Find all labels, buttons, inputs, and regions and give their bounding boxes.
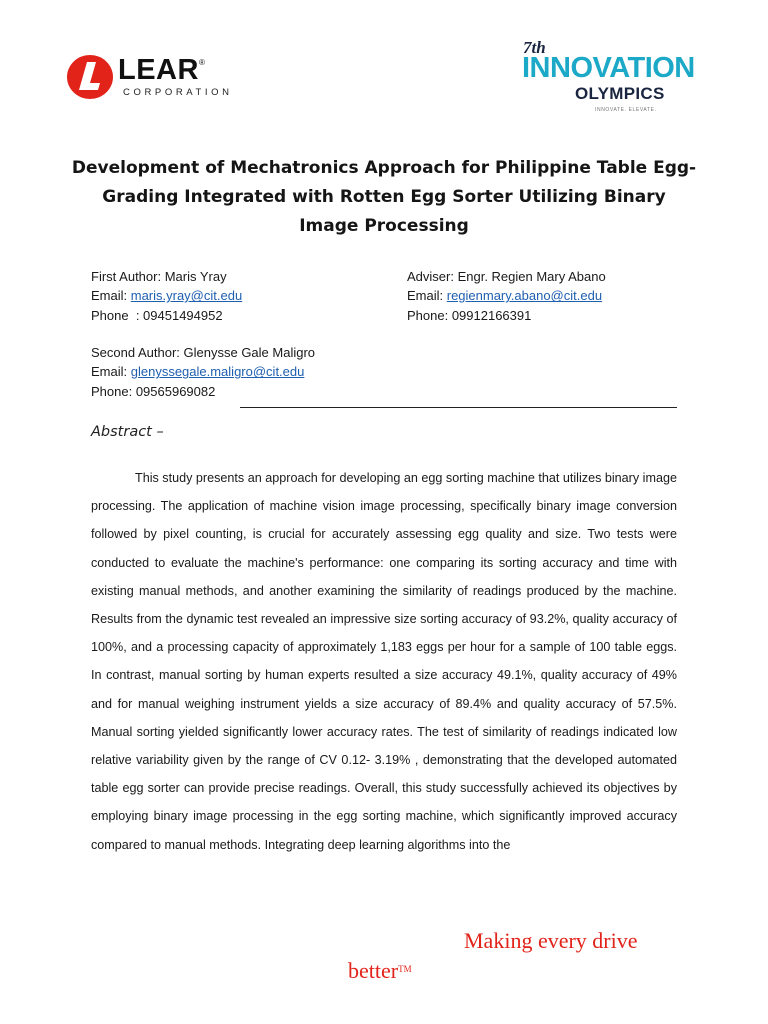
second-author-block (91, 343, 391, 401)
registered-mark: ® (198, 58, 206, 67)
io-edition: 7th (523, 38, 546, 57)
abstract-body: This study presents an approach for developing an egg sorting machine that utilizes binary image processing. The application of machine vision image processing, specifically binary image conversion followed by pixel counting, is crucial for accurately assessing egg quality and size. Two tests were conducted to evaluate the machine's performance: one comparing its sorting accuracy and time with existing manual methods, and another examining the similarity of readings produced by the machine. Results from the dynamic test revealed an impressive size sorting accuracy of 93.2%, quality accuracy of 100%, and a processing capacity of approximately 1,183 eggs per hour for a sample of 100 table eggs. In contrast, manual sorting by human experts resulted a size accuracy 49.1%, quality accuracy of 49% and for manual weighing instrument yields a size accuracy of 89.4% and quality accuracy of 57.5%. Manual sorting yielded significantly lower accuracy rates. The test of similarity of readings indicated low relative variability given by the range of CV 0.12- 3.19% , demonstrating that the developed automated table egg sorter can provide precise readings. Overall, this study successfully achieved its objectives by employing binary image processing in the egg sorting machine, which significantly improved accuracy compared to manual methods. Integrating deep learning algorithms into the (91, 471, 677, 852)
second-author-name: Second Author: Glenysse Gale Maligro (91, 345, 316, 360)
io-title: INNOVATION (522, 52, 695, 84)
io-subtitle: OLYMPICS (575, 84, 665, 103)
lear-wordmark: LEAR® (118, 54, 206, 86)
lear-corporation-logo (66, 48, 256, 104)
slogan-line-2: better™ (348, 958, 412, 983)
trademark-mark: TM (398, 964, 412, 974)
adviser-phone: Phone: 09912166391 (407, 307, 532, 323)
adviser-block (407, 267, 707, 325)
second-author-phone: Phone: 09565969082 (91, 383, 216, 399)
first-author-email-line: Email: maris.yray@cit.edu (91, 288, 243, 304)
paper-title: Development of Mechatronics Approach for Philippine Table Egg-Grading Integrated with Rotten Egg Sorter Utilizing Binary Image Processing (71, 158, 697, 236)
first-author-block (91, 267, 391, 325)
adviser-email-line: Email: regienmary.abano@cit.edu (407, 288, 603, 304)
abstract-heading: Abstract – (91, 424, 164, 440)
second-author-email-link[interactable]: glenyssegale.maligro@cit.edu (130, 364, 305, 380)
adviser-name: Adviser: Engr. Regien Mary Abano (407, 269, 606, 284)
second-author-email-line: Email: glenyssegale.maligro@cit.edu (91, 364, 305, 380)
lear-l-mark-icon (66, 53, 114, 101)
first-author-name: First Author: Maris Yray (91, 269, 227, 284)
io-tagline: INNOVATE. ELEVATE. (595, 107, 657, 113)
first-author-email-link[interactable]: maris.yray@cit.edu (130, 288, 243, 304)
adviser-email-link[interactable]: regienmary.abano@cit.edu (446, 288, 603, 304)
slogan-line-1: Making every drive (464, 928, 638, 953)
horizontal-divider (240, 407, 677, 408)
innovation-olympics-logo (515, 38, 725, 118)
lear-corporation-text: CORPORATION (123, 87, 233, 98)
first-author-phone: Phone : 09451494952 (91, 307, 223, 323)
